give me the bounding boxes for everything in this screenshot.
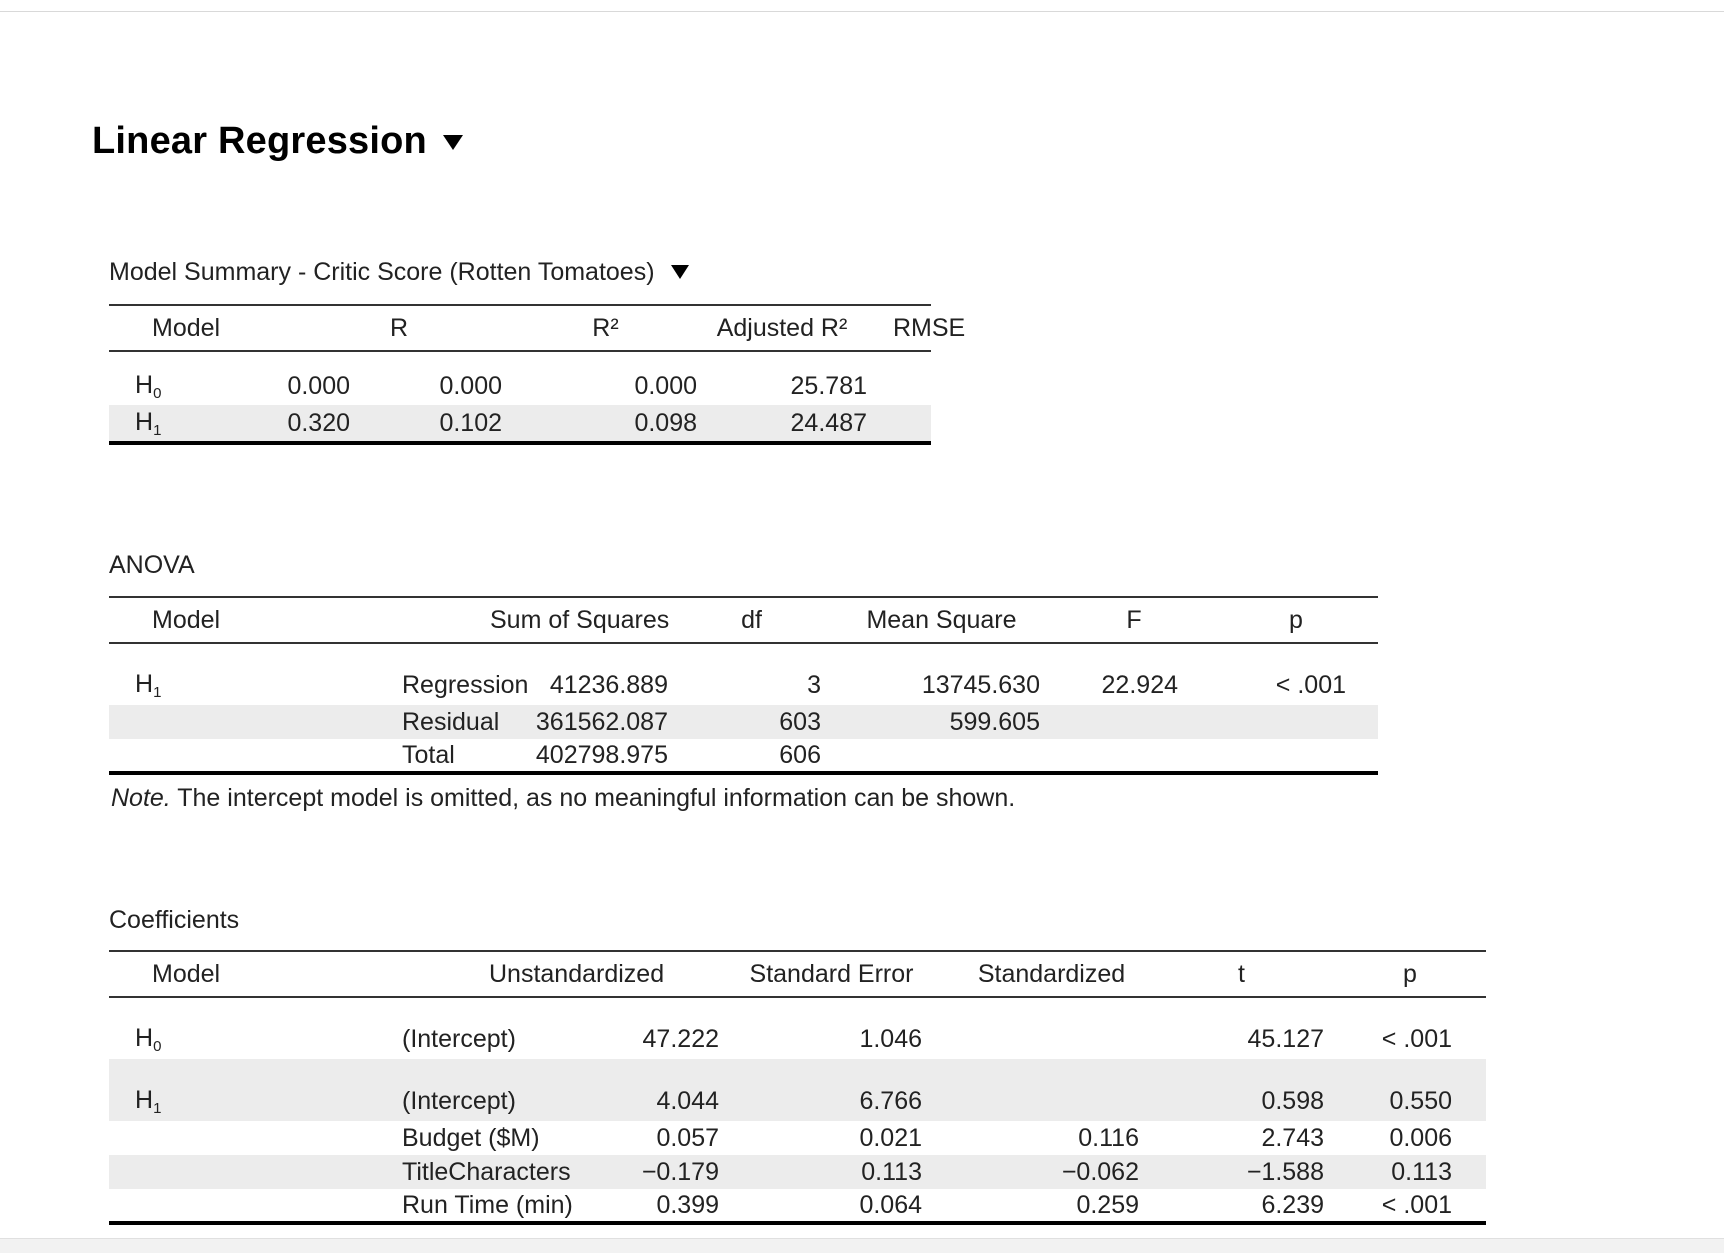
ss-cell: 402798.975 [464, 739, 674, 773]
model-summary-table [109, 304, 966, 445]
bottom-scroll-area [0, 1238, 1724, 1253]
term-cell: Budget ($M) [402, 1123, 540, 1152]
source-cell: Residual [264, 705, 464, 739]
r2-cell: 0.000 [439, 371, 502, 400]
model-cell: $H_1$ [109, 1081, 264, 1121]
adj-r2-cell: 0.098 [514, 405, 697, 443]
anova-header-row [109, 597, 1378, 643]
note-text: The intercept model is omitted, as no meaningful information can be shown. [170, 784, 1016, 812]
analysis-title-text: Linear Regression [92, 120, 427, 162]
term-cell: (Intercept) [264, 1081, 489, 1121]
df-cell: 3 [807, 670, 821, 699]
p-cell: < .001 [1324, 1189, 1486, 1223]
model-cell [109, 1189, 264, 1223]
model-cell: $H_1$ [135, 669, 162, 701]
spacer-row [109, 643, 1378, 665]
table-row [109, 367, 931, 405]
anova-caption [109, 551, 195, 580]
col-header-t: t [1159, 951, 1324, 997]
coefficients-caption [109, 906, 239, 935]
p-cell [1214, 705, 1378, 739]
col-header-standard-error: Standard Error [719, 951, 944, 997]
se-cell: 6.766 [719, 1081, 944, 1121]
model-cell: $H_0$ [135, 370, 162, 402]
unstd-cell: 47.222 [642, 1024, 719, 1053]
top-divider [0, 11, 1724, 12]
analysis-title[interactable] [92, 120, 463, 163]
se-cell: 0.064 [719, 1189, 944, 1223]
model-cell [109, 1155, 264, 1189]
ms-cell [829, 739, 1054, 773]
std-cell: 0.259 [944, 1189, 1159, 1223]
std-cell [944, 1081, 1159, 1121]
model-cell: $H_1$ [109, 405, 189, 443]
std-cell: 0.116 [1078, 1123, 1139, 1152]
p-cell: 0.550 [1324, 1081, 1486, 1121]
term-cell: Run Time (min) [264, 1189, 489, 1223]
se-cell: 0.113 [719, 1155, 944, 1189]
col-header-adjusted-r2: Adjusted R² [697, 305, 867, 351]
model-cell: $H_0$ [135, 1023, 162, 1055]
spacer-row [109, 351, 931, 367]
std-cell: −0.062 [944, 1155, 1159, 1189]
rmse-cell: 25.781 [790, 371, 867, 400]
p-cell: 0.113 [1324, 1155, 1486, 1189]
col-header-df: df [674, 597, 829, 643]
coefficients-caption-text: Coefficients [109, 906, 240, 934]
adj-r2-cell: 0.000 [634, 371, 697, 400]
t-cell: −1.588 [1159, 1155, 1324, 1189]
f-cell: 22.924 [1101, 670, 1178, 699]
anova-note [111, 784, 1015, 813]
col-header-r2: R² [514, 305, 697, 351]
table-row [109, 1019, 1486, 1059]
col-header-term [264, 951, 489, 997]
t-cell: 0.598 [1159, 1081, 1324, 1121]
table-row [109, 405, 931, 443]
model-cell [109, 739, 264, 773]
df-cell: 606 [674, 739, 829, 773]
anova-caption-text: ANOVA [109, 551, 195, 579]
title-dropdown-icon[interactable] [443, 135, 463, 150]
term-cell: TitleCharacters [264, 1155, 489, 1189]
p-cell: 0.006 [1389, 1123, 1452, 1152]
source-cell: Total [264, 739, 464, 773]
se-cell: 0.021 [859, 1123, 922, 1152]
table-row [109, 1155, 1486, 1189]
coefficients-table [109, 950, 1486, 1225]
col-header-standardized: Standardized [944, 951, 1159, 997]
t-cell: 6.239 [1159, 1189, 1324, 1223]
table-row [109, 665, 1378, 705]
p-cell: < .001 [1381, 1024, 1452, 1053]
model-summary-dropdown-icon[interactable] [671, 265, 689, 279]
col-header-p: p [1214, 597, 1378, 643]
se-cell: 1.046 [859, 1024, 922, 1053]
col-header-unstandardized: Unstandardized [489, 951, 719, 997]
anova-table [109, 596, 1378, 775]
p-cell: < .001 [1275, 670, 1346, 699]
col-header-model: Model [109, 597, 264, 643]
ms-cell: 13745.630 [921, 670, 1040, 699]
model-summary-caption[interactable] [109, 258, 689, 287]
unstd-cell: −0.179 [489, 1155, 719, 1189]
col-header-sum-of-squares: Sum of Squares [464, 597, 674, 643]
p-cell [1214, 739, 1378, 773]
unstd-cell: 0.057 [656, 1123, 719, 1152]
table-row [109, 1189, 1486, 1223]
r-cell: 0.320 [189, 405, 354, 443]
ms-cell: 599.605 [829, 705, 1054, 739]
unstd-cell: 0.399 [489, 1189, 719, 1223]
unstd-cell: 4.044 [489, 1081, 719, 1121]
col-header-rmse: RMSE [867, 305, 931, 351]
col-header-model: Model [109, 305, 354, 351]
spacer-row [109, 1059, 1486, 1081]
col-header-p: p [1324, 951, 1486, 997]
coefficients-header-row [109, 951, 1486, 997]
table-row [109, 739, 1378, 773]
model-summary-header-row [109, 305, 931, 351]
f-cell [1054, 705, 1214, 739]
model-summary-caption-text: Model Summary - Critic Score (Rotten Tomatoes) [109, 258, 655, 286]
t-cell: 45.127 [1247, 1024, 1324, 1053]
col-header-source [264, 597, 464, 643]
col-header-f: F [1054, 597, 1214, 643]
table-row [109, 705, 1378, 739]
f-cell [1054, 739, 1214, 773]
t-cell: 2.743 [1261, 1123, 1324, 1152]
rmse-cell: 24.487 [697, 405, 867, 443]
col-header-mean-square: Mean Square [829, 597, 1054, 643]
table-row [109, 1081, 1486, 1121]
std-cell [944, 1019, 1159, 1059]
ss-cell: 361562.087 [464, 705, 674, 739]
spacer-row [109, 997, 1486, 1019]
r-cell: 0.000 [287, 371, 350, 400]
r2-cell: 0.102 [354, 405, 514, 443]
col-header-r: R [354, 305, 514, 351]
term-cell: (Intercept) [402, 1024, 516, 1053]
note-label: Note. [111, 784, 171, 812]
source-cell: Regression [402, 670, 529, 699]
df-cell: 603 [674, 705, 829, 739]
model-cell [109, 1121, 264, 1155]
col-header-model: Model [109, 951, 264, 997]
ss-cell: 41236.889 [549, 670, 668, 699]
table-row [109, 1121, 1486, 1155]
model-cell [109, 705, 264, 739]
